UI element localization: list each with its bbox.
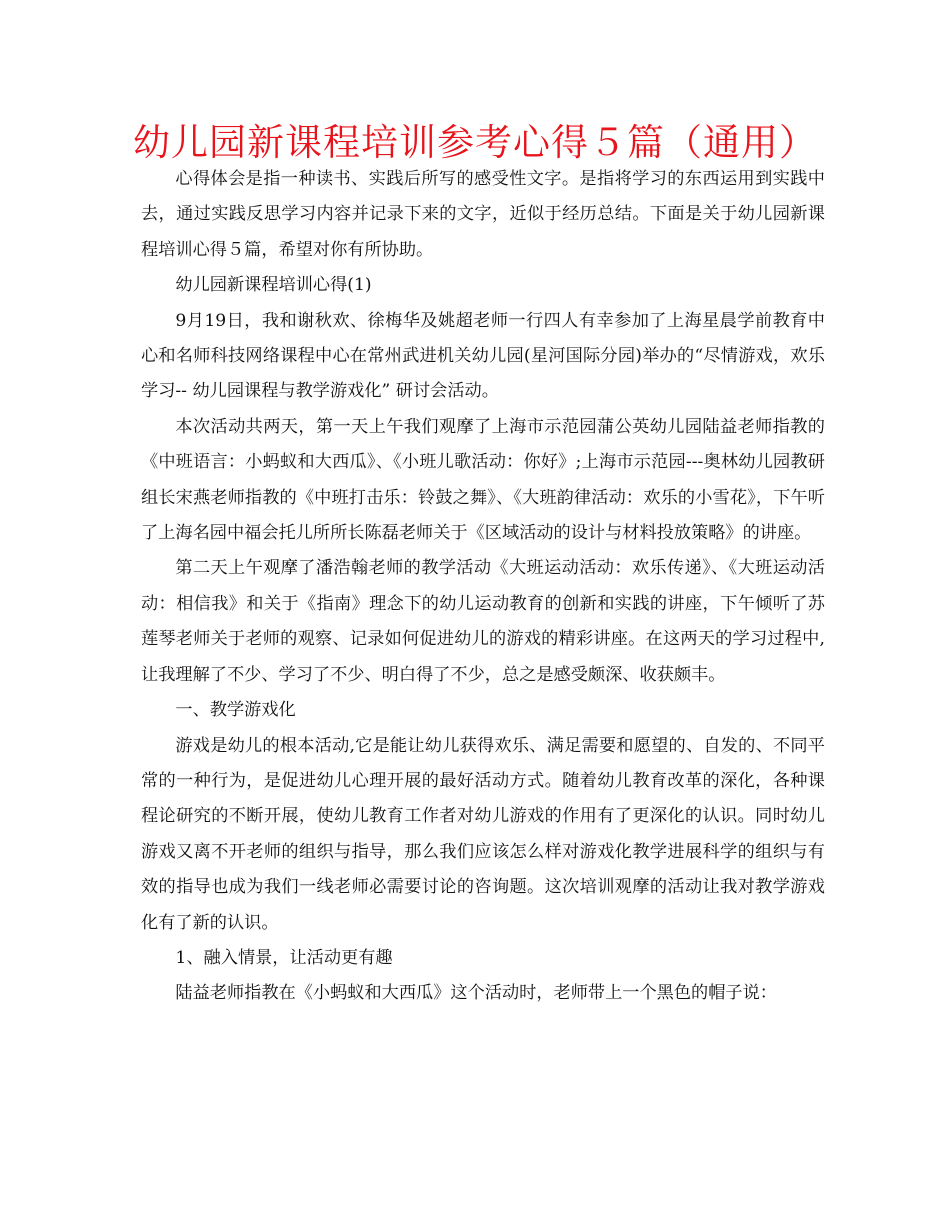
document-body <box>141 162 825 1012</box>
body-paragraph: 第二天上午观摩了潘浩翰老师的教学活动《大班运动活动：欢乐传递》、《大班运动活动：相信我》和关于《指南》理念下的幼儿运动教育的创新和实践的讲座，下午倾听了苏莲琴老师关于老师的观察、记录如何促进幼儿的游戏的精彩讲座。在这两天的学习过程中,让我理解了不少、学习了不少、明白得了不少，总之是感受颇深、收获颇丰。 <box>141 558 825 685</box>
subsection-heading-teaching-gamification: 一、教学游戏化 <box>175 700 296 721</box>
document-title: 幼儿园新课程培训参考心得５篇（通用） <box>133 121 817 164</box>
body-paragraph: 9月19日，我和谢秋欢、徐梅华及姚超老师一行四人有幸参加了上海星晨学前教育中心和名师科技网络课程中心在常州武进机关幼儿园(星河国际分园)举办的“尽情游戏，欢乐学习-- 幼儿园课程与教学游戏化” 研讨会活动。 <box>141 310 825 402</box>
body-paragraph: 本次活动共两天，第一天上午我们观摩了上海市示范园蒲公英幼儿园陆益老师指教的《中班语言：小蚂蚁和大西瓜》、《小班儿歌活动：你好》;上海市示范园---奥林幼儿园教研组长宋燕老师指教的《中班打击乐：铃鼓之舞》、《大班韵律活动：欢乐的小雪花》，下午听了上海名园中福会托儿所所长陈磊老师关于《区域活动的设计与材料投放策略》的讲座。 <box>141 416 825 544</box>
body-paragraph: 陆益老师指教在《小蚂蚁和大西瓜》这个活动时，老师带上一个黑色的帽子说： <box>175 983 777 1004</box>
intro-paragraph: 心得体会是指一种读书、实践后所写的感受性文字。是指将学习的东西运用到实践中去，通过实践反思学习内容并记录下来的文字，近似于经历总结。下面是关于幼儿园新课程培训心得５篇，希望对你有所协助。 <box>141 169 825 260</box>
body-paragraph: 游戏是幼儿的根本活动,它是能让幼儿获得欢乐、满足需要和愿望的、自发的、不同平常的一种行为，是促进幼儿心理开展的最好活动方式。随着幼儿教育改革的深化，各种课程论研究的不断开展，使幼儿教育工作者对幼儿游戏的作用有了更深化的认识。同时幼儿游戏又离不开老师的组织与指导，那么我们应该怎么样对游戏化教学进展科学的组织与有效的指导也成为我们一线老师必需要讨论的咨询题。这次培训观摩的活动让我对教学游戏化有了新的认识。 <box>141 735 825 933</box>
subsection-heading-situational-immersion: 1、融入情景，让活动更有趣 <box>175 947 393 968</box>
section-heading-1: 幼儿园新课程培训心得(1) <box>175 275 372 296</box>
